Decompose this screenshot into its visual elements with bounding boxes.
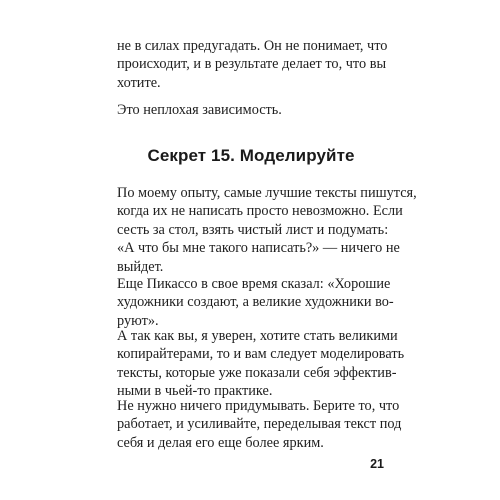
text-line: хотите. — [117, 74, 161, 91]
text-line: А так как вы, я уверен, хотите стать великими — [117, 328, 398, 344]
text-line: себя и делая его еще более ярким. — [117, 434, 324, 451]
intro-closing-paragraph — [117, 101, 385, 119]
text-line: когда их не написать просто невозможно. Если — [117, 203, 403, 220]
text-line: руют». — [117, 312, 159, 329]
text-line: копирайтерами, то и вам следует моделировать — [117, 346, 405, 363]
text-line: художники создают, а великие художники во- — [117, 294, 394, 311]
text-line: Еще Пикассо в свое время сказал: «Хорошие — [117, 276, 391, 292]
text-line: работает, и усиливайте, переделывая текст под — [117, 416, 402, 433]
text-line: сесть за стол, взять чистый лист и подумать: — [117, 221, 389, 238]
body-paragraph-4 — [117, 397, 402, 452]
text-line: Это неплохая зависимость. — [117, 102, 282, 118]
page-number: 21 — [370, 457, 384, 471]
text-line: «А что бы мне такого написать?» — ничего не — [117, 240, 400, 257]
section-heading: Секрет 15. Моделируйте — [147, 146, 355, 165]
body-paragraph-3 — [117, 327, 405, 401]
text-line: По моему опыту, самые лучшие тексты пишутся, — [117, 185, 417, 201]
text-line: происходит, и в результате делает то, что вы — [117, 56, 387, 73]
text-line: не в силах предугадать. Он не понимает, что — [117, 38, 388, 54]
text-line: выйдет. — [117, 258, 164, 275]
text-line: ными в чьей-то практике. — [117, 383, 273, 400]
body-paragraph-1 — [117, 184, 417, 276]
text-line: Не нужно ничего придумывать. Берите то, что — [117, 398, 400, 414]
body-paragraph-2 — [117, 275, 394, 330]
text-line: тексты, которые уже показали себя эффектив- — [117, 364, 397, 381]
intro-paragraph — [117, 37, 388, 92]
